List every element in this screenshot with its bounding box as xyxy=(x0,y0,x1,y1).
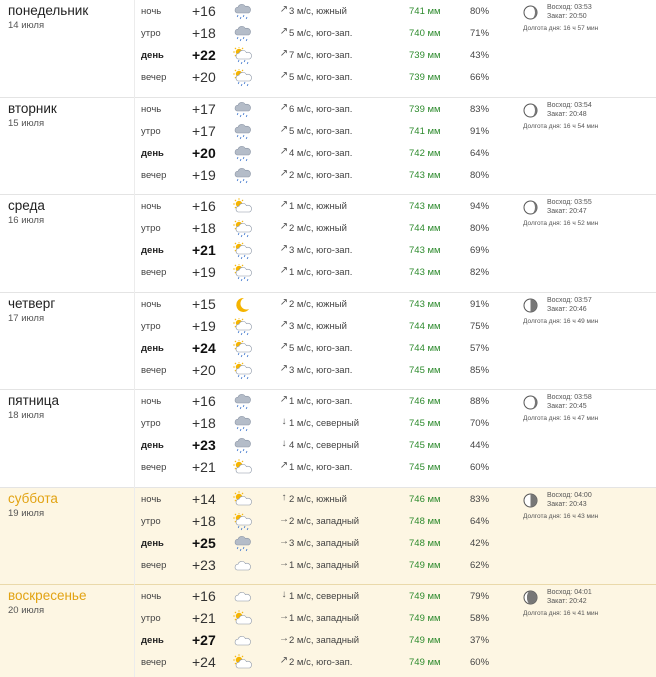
wind: 1 м/с, юго-зап. xyxy=(289,396,353,407)
pressure: 741 мм xyxy=(409,6,441,17)
sun-cloud-rain-icon xyxy=(232,513,252,531)
wind: 2 м/с, западный xyxy=(289,515,360,527)
wind: 2 м/с, южный xyxy=(289,223,347,234)
wind: 4 м/с, северный xyxy=(289,440,360,451)
wind: 1 м/с, западный xyxy=(289,613,360,624)
time-of-day: вечер xyxy=(141,169,167,181)
day-date: 18 июля xyxy=(8,410,45,421)
time-of-day: вечер xyxy=(141,559,167,571)
temperature: +16 xyxy=(192,393,216,409)
forecast-row xyxy=(0,631,656,651)
time-of-day: утро xyxy=(141,515,161,527)
pressure: 744 мм xyxy=(409,320,441,332)
pressure: 745 мм xyxy=(409,462,441,473)
humidity: 80% xyxy=(470,6,490,17)
temperature: +22 xyxy=(192,47,216,63)
pressure: 743 мм xyxy=(409,267,441,278)
humidity: 58% xyxy=(470,613,490,624)
pressure: 749 мм xyxy=(409,591,441,602)
wind-direction-icon: ↗ xyxy=(279,362,289,374)
temperature: +27 xyxy=(192,632,216,648)
cloud-rain-icon xyxy=(232,167,252,185)
wind: 1 м/с, западный xyxy=(289,559,360,571)
temperature: +20 xyxy=(192,361,216,378)
pressure: 739 мм xyxy=(409,50,441,61)
wind: 2 м/с, юго-зап. xyxy=(289,169,353,181)
wind-direction-icon: ↗ xyxy=(279,394,289,405)
sunset: Закат: 20:47 xyxy=(547,208,587,215)
forecast-row xyxy=(0,556,656,576)
day-block xyxy=(0,390,656,488)
temperature: +16 xyxy=(192,588,216,604)
forecast-row xyxy=(0,166,656,186)
pressure: 744 мм xyxy=(409,223,441,234)
moon-phase-icon xyxy=(522,589,539,606)
humidity: 64% xyxy=(470,147,490,159)
humidity: 37% xyxy=(470,635,490,646)
sun-cloud-icon xyxy=(232,459,252,477)
daylight-length: Долгота дня: 16 ч 54 мин xyxy=(523,122,599,130)
temperature: +24 xyxy=(192,339,216,356)
wind-direction-icon: → xyxy=(279,535,289,547)
temperature: +16 xyxy=(192,198,216,214)
wind: 5 м/с, юго-зап. xyxy=(289,125,353,137)
sun-cloud-rain-icon xyxy=(232,340,252,358)
wind-direction-icon: ↗ xyxy=(279,460,289,471)
day-date: 16 июля xyxy=(8,215,45,226)
temperature: +17 xyxy=(192,100,216,117)
time-of-day: ночь xyxy=(141,103,162,115)
time-of-day: день xyxy=(141,245,164,256)
wind-direction-icon: ↗ xyxy=(279,340,289,352)
sun-cloud-rain-icon xyxy=(232,69,252,87)
pressure: 748 мм xyxy=(409,537,441,549)
day-date: 20 июля xyxy=(8,605,45,616)
time-of-day: день xyxy=(141,537,164,549)
temperature: +21 xyxy=(192,459,216,475)
wind-direction-icon: → xyxy=(279,633,289,644)
wind: 3 м/с, западный xyxy=(289,537,360,549)
moon-phase-icon xyxy=(522,199,539,216)
sun-times xyxy=(547,101,592,119)
temperature: +23 xyxy=(192,556,216,573)
sun-times xyxy=(547,198,592,216)
cloud-rain-icon xyxy=(232,123,252,141)
sunrise: Восход: 03:55 xyxy=(547,199,592,206)
sun-cloud-rain-icon xyxy=(232,264,252,282)
wind-direction-icon: ↓ xyxy=(281,438,287,449)
humidity: 44% xyxy=(470,440,490,451)
wind-direction-icon: ↗ xyxy=(279,167,289,179)
cloud-rain-icon xyxy=(232,3,252,21)
sunrise: Восход: 03:53 xyxy=(547,4,592,11)
forecast-row xyxy=(0,263,656,283)
cloud-icon xyxy=(232,632,252,650)
forecast-row xyxy=(0,241,656,261)
wind-direction-icon: → xyxy=(279,557,289,569)
day-date: 19 июля xyxy=(8,507,45,519)
humidity: 70% xyxy=(470,418,490,429)
pressure: 745 мм xyxy=(409,440,441,451)
pressure: 744 мм xyxy=(409,342,441,354)
pressure: 742 мм xyxy=(409,147,441,159)
day-name: четверг xyxy=(8,295,56,311)
wind-direction-icon: ↗ xyxy=(279,199,289,210)
day-block xyxy=(0,488,656,586)
humidity: 75% xyxy=(470,320,490,332)
wind: 1 м/с, северный xyxy=(289,591,360,602)
wind: 7 м/с, юго-зап. xyxy=(289,50,353,61)
humidity: 91% xyxy=(470,125,490,137)
temperature: +16 xyxy=(192,3,216,19)
time-of-day: вечер xyxy=(141,364,167,376)
temperature: +18 xyxy=(192,220,216,236)
wind: 5 м/с, юго-зап. xyxy=(289,28,353,39)
sunset: Закат: 20:46 xyxy=(547,305,587,313)
forecast-row xyxy=(0,436,656,456)
sun-cloud-icon xyxy=(232,491,252,509)
time-of-day: утро xyxy=(141,28,161,39)
time-of-day: утро xyxy=(141,418,161,429)
wind: 4 м/с, юго-зап. xyxy=(289,147,353,159)
pressure: 739 мм xyxy=(409,103,441,115)
forecast-row xyxy=(0,361,656,381)
humidity: 71% xyxy=(470,28,490,39)
wind: 1 м/с, юго-зап. xyxy=(289,267,353,278)
temperature: +20 xyxy=(192,69,216,85)
wind-direction-icon: ↗ xyxy=(279,296,289,308)
forecast-row xyxy=(0,46,656,66)
sunset: Закат: 20:43 xyxy=(547,500,587,508)
wind-direction-icon: ↗ xyxy=(279,48,289,59)
temperature: +14 xyxy=(192,490,216,507)
pressure: 743 мм xyxy=(409,201,441,212)
wind-direction-icon: ↑ xyxy=(281,491,287,503)
sunrise: Восход: 04:01 xyxy=(547,589,592,596)
time-of-day: вечер xyxy=(141,462,167,473)
sun-cloud-icon xyxy=(232,654,252,672)
wind-direction-icon: → xyxy=(279,611,289,622)
pressure: 745 мм xyxy=(409,418,441,429)
day-name: среда xyxy=(8,198,45,213)
wind-direction-icon: ↗ xyxy=(279,4,289,15)
humidity: 69% xyxy=(470,245,490,256)
moon-phase-icon xyxy=(522,297,539,314)
humidity: 83% xyxy=(470,493,490,505)
temperature: +19 xyxy=(192,317,216,334)
wind-direction-icon: ↓ xyxy=(281,589,287,600)
wind: 3 м/с, юго-зап. xyxy=(289,245,353,256)
pressure: 749 мм xyxy=(409,635,441,646)
sunset: Закат: 20:50 xyxy=(547,13,587,20)
humidity: 42% xyxy=(470,537,490,549)
time-of-day: ночь xyxy=(141,201,162,212)
time-of-day: день xyxy=(141,342,164,354)
temperature: +17 xyxy=(192,122,216,139)
wind-direction-icon: ↗ xyxy=(279,655,289,666)
cloud-rain-icon xyxy=(232,145,252,163)
wind-direction-icon: ↗ xyxy=(279,26,289,37)
humidity: 82% xyxy=(470,267,490,278)
wind: 5 м/с, юго-зап. xyxy=(289,342,353,354)
day-block xyxy=(0,293,656,391)
forecast-row xyxy=(0,458,656,478)
wind-direction-icon: ↗ xyxy=(279,101,289,113)
cloud-rain-icon xyxy=(232,101,252,119)
day-name: вторник xyxy=(8,100,57,116)
wind: 6 м/с, юго-зап. xyxy=(289,103,353,115)
sun-cloud-rain-icon xyxy=(232,220,252,238)
wind-direction-icon: ↗ xyxy=(279,145,289,157)
temperature: +18 xyxy=(192,512,216,529)
day-name: понедельник xyxy=(8,3,89,18)
pressure: 749 мм xyxy=(409,613,441,624)
daylight-length: Долгота дня: 16 ч 49 мин xyxy=(523,317,599,325)
daylight-length: Долгота дня: 16 ч 41 мин xyxy=(523,610,599,617)
time-of-day: ночь xyxy=(141,396,162,407)
time-of-day: утро xyxy=(141,125,161,137)
sun-cloud-icon xyxy=(232,610,252,628)
pressure: 745 мм xyxy=(409,364,441,376)
sunrise: Восход: 03:57 xyxy=(547,296,592,304)
wind: 1 м/с, южный xyxy=(289,201,347,212)
cloud-rain-icon xyxy=(232,535,252,553)
daylight-length: Долгота дня: 16 ч 47 мин xyxy=(523,415,599,422)
time-of-day: утро xyxy=(141,613,161,624)
daylight-length: Долгота дня: 16 ч 52 мин xyxy=(523,220,599,227)
humidity: 83% xyxy=(470,103,490,115)
pressure: 743 мм xyxy=(409,169,441,181)
wind-direction-icon: ↗ xyxy=(279,221,289,232)
pressure: 739 мм xyxy=(409,72,441,83)
sun-times xyxy=(547,588,592,606)
time-of-day: вечер xyxy=(141,657,167,668)
day-name: суббота xyxy=(8,490,58,506)
sunset: Закат: 20:45 xyxy=(547,403,587,410)
sun-cloud-rain-icon xyxy=(232,242,252,260)
temperature: +25 xyxy=(192,534,216,551)
moon-phase-icon xyxy=(522,102,539,119)
sun-times xyxy=(547,3,592,21)
wind: 3 м/с, юго-зап. xyxy=(289,364,353,376)
pressure: 740 мм xyxy=(409,28,441,39)
pressure: 749 мм xyxy=(409,559,441,571)
cloud-icon xyxy=(232,557,252,575)
day-date: 14 июля xyxy=(8,20,45,31)
daylight-length: Долгота дня: 16 ч 43 мин xyxy=(523,512,599,520)
time-of-day: день xyxy=(141,440,164,451)
forecast-row xyxy=(0,68,656,88)
day-date: 15 июля xyxy=(8,117,45,129)
pressure: 743 мм xyxy=(409,298,441,310)
time-of-day: день xyxy=(141,147,164,159)
humidity: 60% xyxy=(470,657,490,668)
day-block xyxy=(0,98,656,196)
wind-direction-icon: → xyxy=(279,513,289,525)
cloud-rain-icon xyxy=(232,437,252,455)
time-of-day: день xyxy=(141,50,164,61)
moon-phase-icon xyxy=(522,4,539,21)
humidity: 85% xyxy=(470,364,490,376)
sunrise: Восход: 03:54 xyxy=(547,101,592,109)
wind-direction-icon: ↗ xyxy=(279,265,289,276)
forecast-row xyxy=(0,653,656,673)
temperature: +24 xyxy=(192,654,216,670)
forecast-row xyxy=(0,339,656,359)
time-of-day: ночь xyxy=(141,6,162,17)
humidity: 64% xyxy=(470,515,490,527)
time-of-day: ночь xyxy=(141,298,162,310)
wind-direction-icon: ↗ xyxy=(279,70,289,81)
sun-times xyxy=(547,393,592,411)
sunrise: Восход: 03:58 xyxy=(547,394,592,401)
temperature: +20 xyxy=(192,144,216,161)
sun-cloud-rain-icon xyxy=(232,362,252,380)
humidity: 57% xyxy=(470,342,490,354)
pressure: 749 мм xyxy=(409,657,441,668)
day-name: пятница xyxy=(8,393,60,408)
humidity: 80% xyxy=(470,169,490,181)
daylight-length: Долгота дня: 16 ч 57 мин xyxy=(523,25,599,32)
wind: 3 м/с, южный xyxy=(289,320,347,332)
temperature: +19 xyxy=(192,166,216,183)
temperature: +18 xyxy=(192,415,216,431)
sun-cloud-icon xyxy=(232,198,252,216)
humidity: 79% xyxy=(470,591,490,602)
sun-times xyxy=(547,296,592,314)
pressure: 743 мм xyxy=(409,245,441,256)
wind: 3 м/с, южный xyxy=(289,6,347,17)
day-block xyxy=(0,585,656,677)
humidity: 43% xyxy=(470,50,490,61)
time-of-day: утро xyxy=(141,320,161,332)
wind: 2 м/с, южный xyxy=(289,493,347,505)
humidity: 60% xyxy=(470,462,490,473)
time-of-day: день xyxy=(141,635,164,646)
pressure: 741 мм xyxy=(409,125,441,137)
humidity: 62% xyxy=(470,559,490,571)
pressure: 748 мм xyxy=(409,515,441,527)
wind: 5 м/с, юго-зап. xyxy=(289,72,353,83)
wind-direction-icon: ↗ xyxy=(279,123,289,135)
temperature: +19 xyxy=(192,264,216,280)
cloud-rain-icon xyxy=(232,25,252,43)
wind: 2 м/с, западный xyxy=(289,635,360,646)
humidity: 94% xyxy=(470,201,490,212)
humidity: 66% xyxy=(470,72,490,83)
wind: 2 м/с, южный xyxy=(289,298,347,310)
cloud-icon xyxy=(232,588,252,606)
moon-icon xyxy=(232,296,252,314)
time-of-day: утро xyxy=(141,223,161,234)
moon-phase-icon xyxy=(522,492,539,509)
temperature: +21 xyxy=(192,610,216,626)
wind: 1 м/с, юго-зап. xyxy=(289,462,353,473)
sun-cloud-rain-icon xyxy=(232,318,252,336)
time-of-day: ночь xyxy=(141,493,162,505)
day-date: 17 июля xyxy=(8,312,45,324)
wind: 1 м/с, северный xyxy=(289,418,360,429)
pressure: 746 мм xyxy=(409,493,441,505)
wind-direction-icon: ↗ xyxy=(279,243,289,254)
humidity: 80% xyxy=(470,223,490,234)
sunset: Закат: 20:42 xyxy=(547,598,587,605)
humidity: 88% xyxy=(470,396,490,407)
sunrise: Восход: 04:00 xyxy=(547,491,592,499)
sunset: Закат: 20:48 xyxy=(547,110,587,118)
time-of-day: вечер xyxy=(141,267,167,278)
humidity: 91% xyxy=(470,298,490,310)
forecast-row xyxy=(0,144,656,164)
sun-cloud-rain-icon xyxy=(232,47,252,65)
temperature: +15 xyxy=(192,295,216,312)
pressure: 746 мм xyxy=(409,396,441,407)
moon-phase-icon xyxy=(522,394,539,411)
temperature: +21 xyxy=(192,242,216,258)
wind-direction-icon: ↓ xyxy=(281,416,287,427)
sun-times xyxy=(547,491,592,509)
wind-direction-icon: ↗ xyxy=(279,318,289,330)
day-block xyxy=(0,0,656,98)
day-name: воскресенье xyxy=(8,588,87,603)
time-of-day: вечер xyxy=(141,72,167,83)
temperature: +18 xyxy=(192,25,216,41)
temperature: +23 xyxy=(192,437,216,453)
cloud-rain-icon xyxy=(232,393,252,411)
cloud-rain-icon xyxy=(232,415,252,433)
day-block xyxy=(0,195,656,293)
wind: 2 м/с, юго-зап. xyxy=(289,657,353,668)
forecast-row xyxy=(0,534,656,554)
time-of-day: ночь xyxy=(141,591,162,602)
